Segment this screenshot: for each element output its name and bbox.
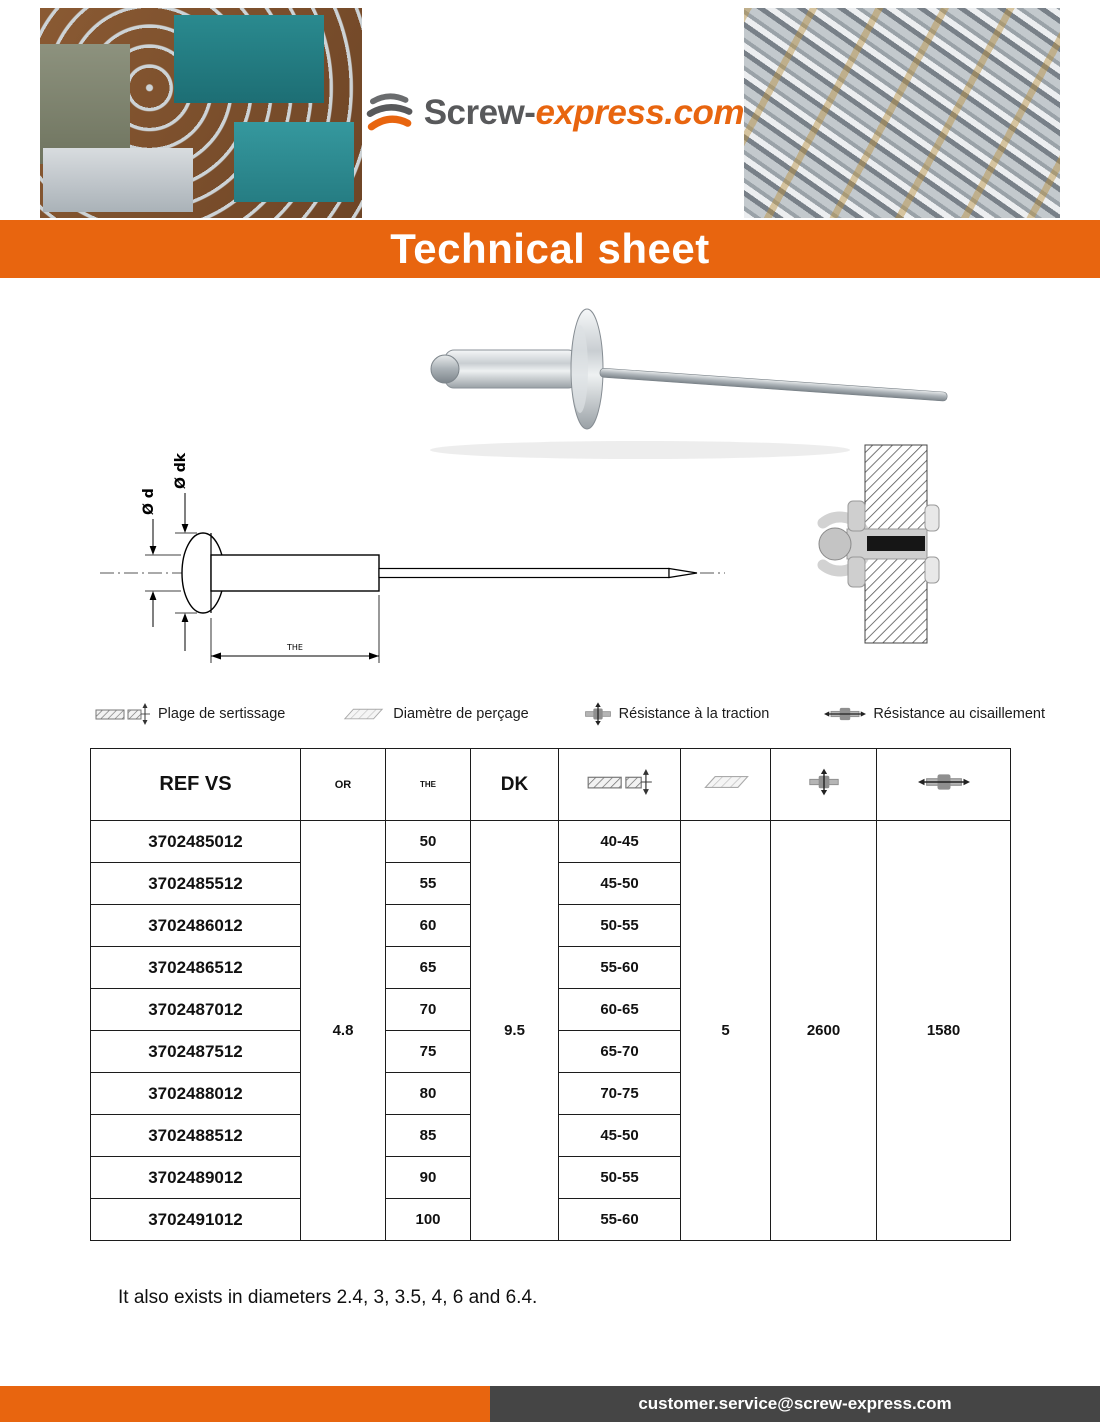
ref-cell: 3702486012 bbox=[91, 905, 301, 947]
logo bbox=[362, 8, 744, 218]
installation-diagram bbox=[795, 443, 960, 645]
shear-icon bbox=[824, 702, 866, 726]
ref-cell: 3702486512 bbox=[91, 947, 301, 989]
screws-photo bbox=[744, 8, 1060, 218]
logo-icon bbox=[362, 82, 416, 144]
tensile-cell: 2600 bbox=[771, 821, 877, 1241]
grip-cell: 45-50 bbox=[559, 863, 681, 905]
the-cell: 100 bbox=[386, 1199, 471, 1241]
brand-prefix: Screw- bbox=[423, 93, 536, 132]
shear-icon bbox=[918, 768, 970, 796]
table-header-row bbox=[91, 749, 1011, 821]
title-banner bbox=[0, 220, 1100, 278]
col-header-dk: DK bbox=[471, 749, 559, 821]
page-title: Technical sheet bbox=[390, 225, 710, 272]
ref-cell: 3702489012 bbox=[91, 1157, 301, 1199]
grip-cell: 65-70 bbox=[559, 1031, 681, 1073]
col-header-grip-range bbox=[559, 749, 681, 821]
the-cell: 75 bbox=[386, 1031, 471, 1073]
ref-cell: 3702487512 bbox=[91, 1031, 301, 1073]
workbench-photo bbox=[40, 8, 362, 218]
the-cell: 90 bbox=[386, 1157, 471, 1199]
footer bbox=[0, 1386, 1100, 1422]
contact-email[interactable]: customer.service@screw-express.com bbox=[638, 1394, 952, 1413]
the-cell: 85 bbox=[386, 1115, 471, 1157]
dk-cell: 9.5 bbox=[471, 821, 559, 1241]
legend-item-tensile bbox=[584, 698, 770, 730]
grip-cell: 55-60 bbox=[559, 947, 681, 989]
spec-table bbox=[90, 748, 1011, 1241]
ref-cell: 3702485012 bbox=[91, 821, 301, 863]
the-cell: 80 bbox=[386, 1073, 471, 1115]
ref-cell: 3702488012 bbox=[91, 1073, 301, 1115]
col-header-or: OR bbox=[301, 749, 386, 821]
diameters-note: It also exists in diameters 2.4, 3, 3.5, 4, 6 and 6.4. bbox=[118, 1287, 538, 1308]
col-header-tensile bbox=[771, 749, 877, 821]
grip-cell: 55-60 bbox=[559, 1199, 681, 1241]
table-row bbox=[91, 821, 1011, 863]
brand-suffix: express.com bbox=[535, 93, 744, 132]
dim-label-d: Ø d bbox=[141, 488, 157, 515]
the-cell: 50 bbox=[386, 821, 471, 863]
or-cell: 4.8 bbox=[301, 821, 386, 1241]
drill-cell: 5 bbox=[681, 821, 771, 1241]
ref-cell: 3702491012 bbox=[91, 1199, 301, 1241]
ref-cell: 3702487012 bbox=[91, 989, 301, 1031]
the-cell: 70 bbox=[386, 989, 471, 1031]
grip-range-icon bbox=[587, 769, 653, 795]
grip-cell: 50-55 bbox=[559, 905, 681, 947]
col-header-ref: REF VS bbox=[91, 749, 301, 821]
ref-cell: 3702488512 bbox=[91, 1115, 301, 1157]
the-cell: 65 bbox=[386, 947, 471, 989]
the-cell: 60 bbox=[386, 905, 471, 947]
legend-item-drill-diameter bbox=[340, 704, 528, 724]
ref-cell: 3702485512 bbox=[91, 863, 301, 905]
legend-label: Résistance à la traction bbox=[618, 706, 770, 722]
drill-diameter-icon bbox=[340, 704, 386, 724]
dim-label-the: THE bbox=[287, 643, 303, 652]
grip-cell: 45-50 bbox=[559, 1115, 681, 1157]
legend-label: Diamètre de perçage bbox=[393, 706, 529, 722]
col-header-shear bbox=[877, 749, 1011, 821]
grip-cell: 50-55 bbox=[559, 1157, 681, 1199]
footer-contact-bar bbox=[490, 1386, 1100, 1422]
col-header-drill-diameter bbox=[681, 749, 771, 821]
the-cell: 55 bbox=[386, 863, 471, 905]
col-header-the: THE bbox=[386, 749, 471, 821]
tensile-icon bbox=[808, 763, 840, 801]
grip-cell: 40-45 bbox=[559, 821, 681, 863]
legend bbox=[95, 698, 1045, 730]
legend-label: Résistance au cisaillement bbox=[873, 706, 1045, 722]
shear-cell: 1580 bbox=[877, 821, 1011, 1241]
grip-cell: 60-65 bbox=[559, 989, 681, 1031]
tensile-icon bbox=[584, 698, 612, 730]
dim-label-dk: Ø dk bbox=[173, 452, 189, 489]
legend-label: Plage de sertissage bbox=[158, 706, 286, 722]
legend-item-shear bbox=[824, 702, 1045, 726]
technical-drawing bbox=[85, 423, 735, 695]
legend-item-grip-range bbox=[95, 703, 285, 725]
grip-range-icon bbox=[95, 703, 151, 725]
footer-orange-bar bbox=[0, 1386, 490, 1422]
grip-cell: 70-75 bbox=[559, 1073, 681, 1115]
brand-name bbox=[424, 93, 744, 133]
drill-diameter-icon bbox=[700, 771, 752, 793]
